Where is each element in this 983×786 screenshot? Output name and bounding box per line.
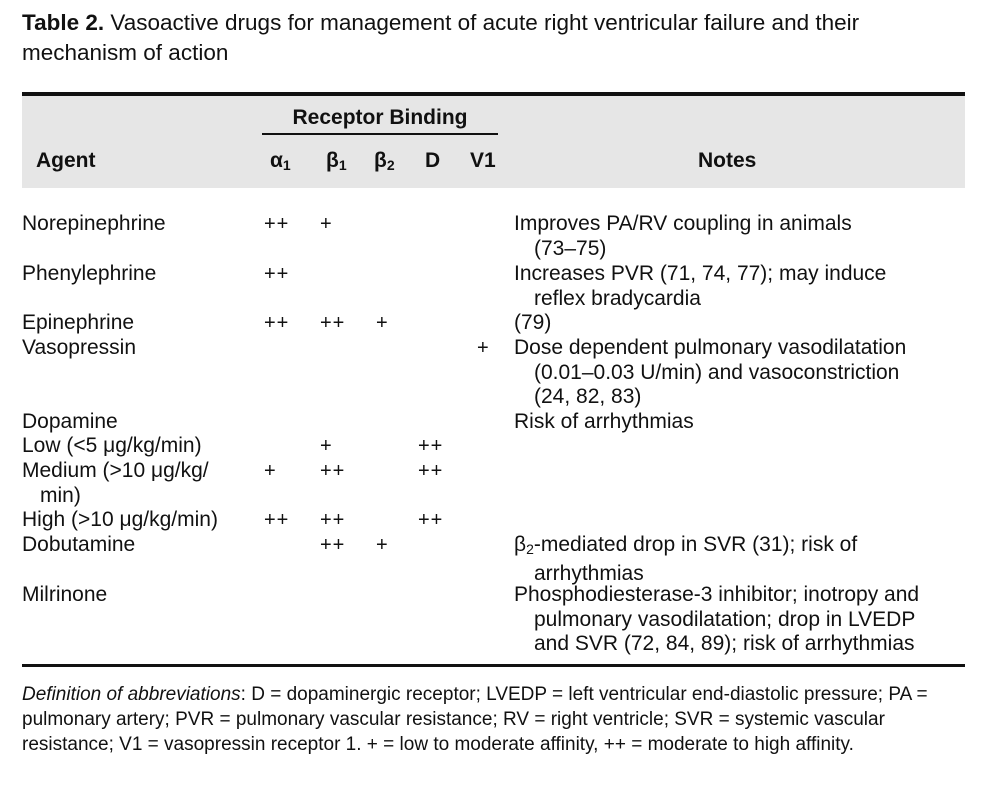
agent-milrinone: Milrinone xyxy=(22,583,108,606)
dobutamine-b2: + xyxy=(376,534,389,556)
beta-subscript: 2 xyxy=(526,541,534,557)
note-line: Increases PVR (71, 74, 77); may induce xyxy=(514,262,887,285)
table-label: Table 2. xyxy=(22,10,105,35)
table-title: Vasoactive drugs for management of acute right ventricular failure and their mechanism of action xyxy=(22,10,860,65)
agent-dopamine: Dopamine xyxy=(22,410,118,433)
dopamine-medium-b1: ++ xyxy=(320,460,346,482)
receptor-binding-underline xyxy=(262,133,498,135)
dopamine-low-d: ++ xyxy=(418,435,444,457)
note-line: (24, 82, 83) xyxy=(534,385,642,408)
alpha1-subscript: 1 xyxy=(282,157,291,173)
note-vasopressin xyxy=(514,336,966,410)
beta2-symbol: β xyxy=(374,149,387,172)
note-phenylephrine xyxy=(514,262,966,311)
d-header: D xyxy=(425,149,441,172)
alpha1-header xyxy=(270,148,291,178)
beta-symbol: β xyxy=(514,533,527,556)
agent-dobutamine: Dobutamine xyxy=(22,533,136,556)
note-line: (0.01–0.03 U/min) and vasoconstriction xyxy=(534,360,900,384)
dopamine-high-d: ++ xyxy=(418,509,444,531)
norepinephrine-b1: + xyxy=(320,213,333,235)
vasopressin-v1: + xyxy=(477,337,490,359)
note-line: (73–75) xyxy=(534,236,607,260)
beta2-header xyxy=(374,148,395,178)
epinephrine-b2: + xyxy=(376,312,389,334)
agent-line: Medium (>10 μg/kg/ xyxy=(22,459,209,482)
bottom-rule xyxy=(22,664,965,667)
table-footnote xyxy=(22,682,967,757)
notes-header: Notes xyxy=(698,149,757,172)
note-dobutamine xyxy=(514,533,966,586)
footnote-text: : D = dopaminergic receptor; LVEDP = left ventricular end-diastolic pressure; PA = pulmonary artery; PVR = pulmonary vascular resistance; RV = right ventricle; SVR = systemic vascular resistance; V1 = vasopressin receptor 1. + = low to moderate affinity, ++ = moderate to high affinity. xyxy=(22,684,928,755)
dopamine-low-b1: + xyxy=(320,435,333,457)
note-line: Dose dependent pulmonary vasodilatation xyxy=(514,336,907,359)
note-line xyxy=(514,533,966,562)
note-line: arrhythmias xyxy=(534,561,644,585)
note-line: Improves PA/RV coupling in animals xyxy=(514,212,852,235)
agent-header: Agent xyxy=(36,149,96,172)
agent-line: min) xyxy=(40,483,81,507)
dopamine-medium-d: ++ xyxy=(418,460,444,482)
beta2-subscript: 2 xyxy=(386,157,395,173)
agent-phenylephrine: Phenylephrine xyxy=(22,262,157,285)
note-dopamine xyxy=(514,410,966,435)
agent-epinephrine: Epinephrine xyxy=(22,311,135,334)
alpha1-symbol: α xyxy=(270,149,283,172)
agent-norepinephrine: Norepinephrine xyxy=(22,212,166,235)
note-line: and SVR (72, 84, 89); risk of arrhythmias xyxy=(534,632,915,655)
dopamine-high-a1: ++ xyxy=(264,509,290,531)
table-caption xyxy=(22,8,967,68)
note-line: Risk of arrhythmias xyxy=(514,410,694,433)
note-text: -mediated drop in SVR (31); risk of xyxy=(533,533,858,556)
norepinephrine-a1: ++ xyxy=(264,213,290,235)
note-milrinone xyxy=(514,583,966,657)
footnote-lead: Definition of abbreviations xyxy=(22,684,241,705)
note-line: pulmonary vasodilatation; drop in LVEDP xyxy=(534,607,916,631)
note-line: reflex bradycardia xyxy=(534,286,701,310)
dopamine-high-b1: ++ xyxy=(320,509,346,531)
agent-dopamine-low: Low (<5 μg/kg/min) xyxy=(22,434,202,457)
beta1-subscript: 1 xyxy=(338,157,347,173)
epinephrine-a1: ++ xyxy=(264,312,290,334)
beta1-symbol: β xyxy=(326,149,339,172)
epinephrine-b1: ++ xyxy=(320,312,346,334)
dopamine-medium-a1: + xyxy=(264,460,277,482)
receptor-binding-header: Receptor Binding xyxy=(292,106,468,129)
agent-dopamine-medium xyxy=(22,459,209,508)
beta1-header xyxy=(326,148,347,178)
note-norepinephrine xyxy=(514,212,966,261)
note-epinephrine xyxy=(514,311,966,336)
note-line: (79) xyxy=(514,311,552,334)
note-line: Phosphodiesterase-3 inhibitor; inotropy and xyxy=(514,583,920,606)
dobutamine-b1: ++ xyxy=(320,534,346,556)
v1-header: V1 xyxy=(470,149,496,172)
agent-vasopressin: Vasopressin xyxy=(22,336,137,359)
agent-dopamine-high: High (>10 μg/kg/min) xyxy=(22,508,218,531)
phenylephrine-a1: ++ xyxy=(264,263,290,285)
